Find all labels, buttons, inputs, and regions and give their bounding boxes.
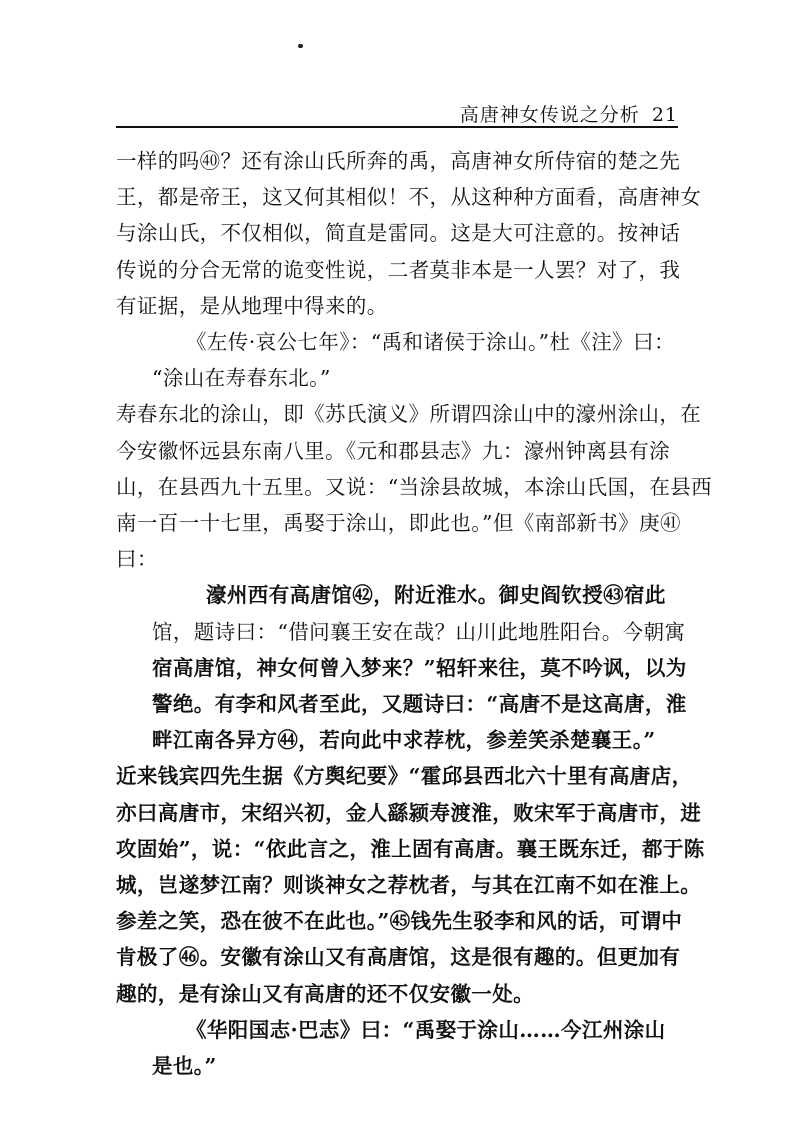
text-line: 寿春东北的涂山，即《苏氏演义》所谓四涂山中的濠州涂山，在 (116, 402, 702, 427)
text-line: 曰： (116, 547, 158, 572)
text-line: 亦曰高唐市，宋绍兴初，金人繇颍寿渡淮，败宋军于高唐市，进 (116, 800, 702, 825)
text-line: 传说的分合无常的诡变性说，二者莫非本是一人罢？对了，我 (116, 257, 681, 282)
text-line: 肯极了㊻。安徽有涂山又有高唐馆，这是很有趣的。但更加有 (116, 945, 681, 970)
text-line: 王，都是帝王，这又何其相似！不，从这种种方面看，高唐神女 (116, 185, 702, 210)
block-quote-line: 畔江南各异方㊹，若向此中求荐枕，参差笑杀楚襄王。” (152, 728, 656, 753)
page-number: 21 (651, 104, 678, 126)
text-line: 有证据，是从地理中得来的。 (116, 293, 388, 318)
citation-line: 《华阳国志·巴志》曰：“禹娶于涂山……今江州涂山 (186, 1017, 666, 1042)
block-quote-line: 濠州西有高唐馆㊷，附近淮水。御史阎钦授㊸宿此 (206, 583, 666, 608)
text-line: 近来钱宾四先生据《方舆纪要》“霍邱县西北六十里有高唐店， (116, 764, 693, 789)
citation-line: “涂山在寿春东北。” (152, 366, 331, 391)
page-header (116, 92, 678, 128)
text-line: 参差之笑，恐在彼不在此也。”㊺钱先生驳李和风的话，可谓中 (116, 909, 683, 934)
block-quote-line: 宿高唐馆，神女何曾入梦来？”轺轩来往，莫不吟讽，以为 (152, 655, 687, 680)
page-body (116, 143, 713, 1084)
chapter-title: 高唐神女传说之分析 (459, 104, 640, 126)
text-line: 一样的吗㊵？还有涂山氏所奔的禹，高唐神女所侍宿的楚之先 (116, 149, 681, 173)
block-quote-line: 馆，题诗曰：“借问襄王安在哉？山川此地胜阳台。今朝寓 (152, 619, 686, 644)
citation-line: 《左传·哀公七年》：“禹和诸侯于涂山。”杜《注》曰： (186, 330, 675, 355)
text-line: 趣的，是有涂山又有高唐的还不仅安徽一处。 (116, 981, 534, 1006)
text-line: 城，岂遂梦江南？则谈神女之荐枕者，与其在江南不如在淮上。 (116, 873, 702, 898)
text-line: 山，在县西九十五里。又说：“当涂县故城，本涂山氏国，在县西 (116, 474, 713, 499)
text-line: 攻固始”，说：“依此言之，淮上固有高唐。襄王既东迁，都于陈 (116, 836, 705, 861)
running-title (460, 100, 678, 127)
block-quote-line: 警绝。有李和风者至此，又题诗曰：“高唐不是这高唐，淮 (152, 692, 687, 717)
text-line: 南一百一十七里，禹娶于涂山，即此也。”但《南部新书》庚㊶ (116, 511, 681, 536)
citation-line: 是也。” (152, 1054, 217, 1079)
ink-speck (298, 44, 303, 48)
text-line: 与涂山氏，不仅相似，简直是雷同。这是大可注意的。按神话 (116, 221, 681, 246)
text-line: 今安徽怀远县东南八里。《元和郡县志》九：濠州钟离县有涂 (116, 438, 671, 463)
